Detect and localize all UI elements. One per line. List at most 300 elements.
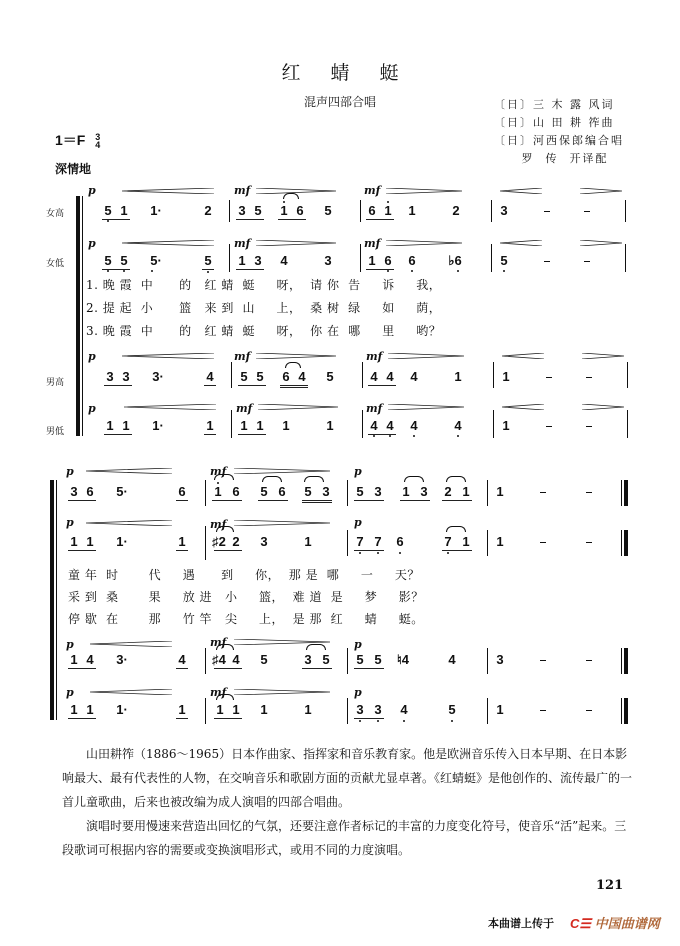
note: 1: [454, 369, 462, 384]
tie: [216, 694, 234, 700]
low-octave-dot: [359, 552, 361, 554]
sustain-dash: [540, 710, 546, 711]
page-number: 121: [596, 878, 624, 893]
note: 6: [296, 203, 304, 218]
sustain-dash: [540, 542, 546, 543]
note: 3: [260, 534, 268, 549]
note: 1: [496, 534, 504, 549]
note: 3: [122, 369, 130, 384]
system-brace: [76, 196, 83, 436]
low-octave-dot: [377, 552, 379, 554]
note: 1: [120, 203, 128, 218]
underline-eighth: [104, 434, 132, 435]
slur: [304, 476, 324, 482]
note: 7: [356, 534, 364, 549]
note: 4: [410, 369, 418, 384]
lyric-verse-1: [86, 276, 441, 293]
dynamic-p: p: [354, 465, 362, 478]
low-octave-dot: [207, 271, 209, 273]
crescendo-hairpin: [122, 188, 214, 194]
sustain-dash: [586, 660, 592, 661]
low-octave-dot: [377, 720, 379, 722]
crescendo-hairpin: [122, 240, 214, 246]
underline-eighth: [214, 668, 242, 669]
sustain-dash: [586, 426, 592, 427]
lyric-text: 采 到 桑 果 放 进 小 篮， 难 道 是 梦 影？: [68, 590, 424, 604]
dynamic-mf: mf: [210, 518, 227, 531]
note: 1: [496, 484, 504, 499]
decrescendo-hairpin: [258, 404, 338, 410]
dynamic-p: p: [66, 686, 74, 699]
barline: [205, 526, 206, 560]
slur: [446, 476, 466, 482]
note: 3·: [116, 652, 128, 667]
dynamic-p: p: [88, 184, 96, 197]
underline-eighth: [258, 500, 288, 501]
note: 5: [500, 253, 508, 268]
barline: [627, 362, 628, 388]
sustain-dash: [544, 211, 550, 212]
underline-eighth: [202, 269, 214, 270]
final-barline-thin: [621, 530, 622, 556]
part-label-tenor: 男高: [46, 378, 65, 388]
commentary-paragraph-2: 演唱时要用慢速来营造出回忆的气氛，还要注意作者标记的丰富的力度变化符号，使音乐“活”起来。三段歌词可根据内容的需要或变换演唱形式，或用不同的力度演唱。: [62, 819, 627, 857]
underline-eighth: [214, 718, 242, 719]
dynamic-p: p: [354, 516, 362, 529]
note: 6: [232, 484, 240, 499]
note: 3: [322, 484, 330, 499]
underline-eighth: [68, 668, 96, 669]
dynamic-p: p: [66, 516, 74, 529]
underline-eighth: [176, 668, 188, 669]
barline: [487, 480, 488, 506]
note: 6: [396, 534, 404, 549]
tie: [216, 526, 234, 532]
barline: [625, 244, 626, 272]
crescendo-hairpin: [124, 404, 216, 410]
note: 5: [256, 369, 264, 384]
note: 1: [86, 534, 94, 549]
note: 5: [104, 253, 112, 268]
crescendo-hairpin: [502, 404, 544, 410]
underline-eighth: [368, 385, 396, 386]
underline-eighth: [442, 500, 472, 501]
note: 6: [278, 484, 286, 499]
lyric-text: 1. 晚 霞 中 的 红 蜻 蜓 呀， 请 你 告 诉 我，: [86, 278, 442, 292]
sustain-dash: [546, 377, 552, 378]
barline: [231, 410, 232, 438]
note: 1: [368, 253, 376, 268]
final-barline-thick: [624, 480, 628, 506]
slur: [262, 476, 282, 482]
note: 1·: [116, 534, 128, 549]
low-octave-dot: [457, 435, 459, 437]
time-sig-bottom: 4: [95, 140, 101, 151]
note: 5·: [150, 253, 162, 268]
barline: [627, 410, 628, 438]
note: 1: [70, 702, 78, 717]
underline-eighth: [68, 500, 96, 501]
note: 4: [280, 253, 288, 268]
decrescendo-hairpin: [234, 520, 330, 526]
dynamic-p: p: [354, 686, 362, 699]
note: 1: [496, 702, 504, 717]
sustain-dash: [540, 660, 546, 661]
underline-eighth: [176, 718, 188, 719]
underline-eighth: [204, 434, 216, 435]
low-octave-dot: [399, 552, 401, 554]
slur: [283, 193, 299, 199]
underline-sixteenth: [302, 502, 332, 503]
lyric-verse-1: [68, 566, 420, 583]
decrescendo-hairpin: [256, 353, 336, 359]
crescendo-hairpin: [86, 520, 172, 526]
note: 1: [178, 534, 186, 549]
barline: [205, 480, 206, 506]
high-octave-dot: [387, 201, 389, 203]
slur: [214, 474, 234, 480]
low-octave-dot: [411, 270, 413, 272]
underline-eighth: [214, 550, 242, 551]
logo-mark-icon: C☰: [570, 916, 592, 931]
decrescendo-hairpin: [388, 404, 464, 410]
note: 3: [238, 203, 246, 218]
low-octave-dot: [123, 270, 125, 272]
song-subtitle: 混声四部合唱: [303, 95, 376, 109]
note: 4: [454, 418, 462, 433]
note: 1: [402, 484, 410, 499]
dynamic-p: p: [88, 350, 96, 363]
underline-sixteenth: [280, 385, 308, 386]
note: 7: [374, 534, 382, 549]
barline: [360, 200, 361, 222]
note: 3: [374, 484, 382, 499]
note: 4: [370, 418, 378, 433]
note: 3: [500, 203, 508, 218]
note: ♮4: [397, 652, 409, 667]
note: 4: [86, 652, 94, 667]
note: 1: [86, 702, 94, 717]
underline-sixteenth: [400, 500, 430, 501]
note: 1·: [152, 418, 164, 433]
high-octave-dot: [217, 482, 219, 484]
underline-sixteenth: [280, 387, 308, 388]
crescendo-hairpin: [500, 240, 542, 246]
barline: [347, 530, 348, 556]
note: 5: [374, 652, 382, 667]
dynamic-p: p: [66, 638, 74, 651]
low-octave-dot: [373, 435, 375, 437]
barline: [360, 244, 361, 272]
lyric-text: 3. 晚 霞 中 的 红 蜻 蜓 呀， 你 在 哪 里 哟？: [86, 324, 442, 338]
note: 1: [502, 418, 510, 433]
dynamic-mf: mf: [210, 686, 227, 699]
low-octave-dot: [457, 270, 459, 272]
sustain-dash: [586, 377, 592, 378]
underline-eighth: [68, 550, 96, 551]
site-logo[interactable]: [570, 913, 660, 932]
barline: [231, 362, 232, 388]
sustain-dash: [544, 261, 550, 262]
note: 1: [260, 702, 268, 717]
barline: [362, 362, 363, 388]
low-octave-dot: [107, 220, 109, 222]
underline-eighth: [176, 550, 188, 551]
song-title: 红蜻蜓: [281, 62, 429, 84]
note: 5: [448, 702, 456, 717]
note: 1: [384, 203, 392, 218]
dynamic-p: p: [66, 465, 74, 478]
slur: [306, 644, 326, 650]
note: 4: [370, 369, 378, 384]
underline-sixteenth: [302, 500, 332, 501]
key-signature: [55, 130, 100, 150]
underline-eighth: [68, 718, 96, 719]
note: 4: [178, 652, 186, 667]
barline: [487, 698, 488, 724]
barline: [491, 244, 492, 272]
underline-sixteenth: [354, 500, 384, 501]
time-sig-top: 3: [95, 132, 101, 143]
sustain-dash: [586, 542, 592, 543]
note: 4: [410, 418, 418, 433]
crescendo-hairpin: [90, 689, 172, 695]
note: 3: [106, 369, 114, 384]
commentary-paragraph-1: 山田耕筰（1886～1965）日本作曲家、指挥家和音乐教育家。他是欧洲音乐传入日本早期、在日本影响最大、最有代表性的人物，在交响音乐和歌剧方面的贡献尤显卓著。《红蜻蜓》是他创作的、流传最广的一首儿童歌曲，后来也被改编为成人演唱的四部合唱曲。: [62, 747, 633, 809]
note: 5: [260, 652, 268, 667]
underline-eighth: [354, 718, 384, 719]
part-label-bass: 男低: [46, 427, 65, 437]
high-octave-dot: [283, 201, 285, 203]
note: 1: [122, 418, 130, 433]
note: 3: [324, 253, 332, 268]
note: 3: [70, 484, 78, 499]
barline: [362, 410, 363, 438]
note: ♭6: [448, 253, 462, 268]
time-signature: [95, 133, 100, 149]
dynamic-mf: mf: [210, 636, 227, 649]
note: 1: [304, 702, 312, 717]
note: 6: [408, 253, 416, 268]
final-barline-thick: [624, 530, 628, 556]
logo-text-dark: 中国: [594, 916, 621, 931]
note: 3: [374, 702, 382, 717]
note: 1: [206, 418, 214, 433]
note: 3: [496, 652, 504, 667]
underline-eighth: [354, 550, 384, 551]
note: 5: [322, 652, 330, 667]
note: 1: [462, 534, 470, 549]
note: 1·: [150, 203, 162, 218]
barline: [347, 698, 348, 724]
final-barline-thin: [621, 480, 622, 506]
decrescendo-hairpin: [386, 240, 462, 246]
barline: [205, 698, 206, 724]
note: 4: [298, 369, 306, 384]
lyric-verse-3: [86, 322, 441, 339]
note: 1: [178, 702, 186, 717]
low-octave-dot: [403, 720, 405, 722]
note: 2: [204, 203, 212, 218]
note: 4: [386, 418, 394, 433]
lyric-text: 2. 提 起 小 篮 来 到 山 上， 桑 树 绿 如 荫，: [86, 301, 442, 315]
slur: [285, 362, 301, 368]
dynamic-mf: mf: [236, 402, 253, 415]
barline: [491, 200, 492, 222]
note: 3: [420, 484, 428, 499]
dynamic-mf: mf: [366, 402, 383, 415]
dynamic-p: p: [354, 638, 362, 651]
note: 5: [324, 203, 332, 218]
decrescendo-hairpin: [256, 240, 336, 246]
decrescendo-hairpin: [388, 353, 464, 359]
note: 2: [232, 534, 240, 549]
low-octave-dot: [447, 552, 449, 554]
crescendo-hairpin: [90, 641, 172, 647]
note: 5: [204, 253, 212, 268]
note: 1: [70, 652, 78, 667]
slur: [404, 476, 424, 482]
decrescendo-hairpin: [234, 468, 330, 474]
dynamic-mf: mf: [234, 237, 251, 250]
note: 1: [256, 418, 264, 433]
crescendo-hairpin: [122, 353, 214, 359]
underline-eighth: [104, 385, 132, 386]
underline-eighth: [238, 385, 266, 386]
low-octave-dot: [151, 270, 153, 272]
note: 1: [326, 418, 334, 433]
note: 2: [452, 203, 460, 218]
decrescendo-hairpin: [582, 404, 624, 410]
final-barline-thin: [621, 698, 622, 724]
note: 5: [104, 203, 112, 218]
barline: [493, 362, 494, 388]
note: 4: [400, 702, 408, 717]
note: 3·: [152, 369, 164, 384]
note: 5: [120, 253, 128, 268]
tie: [216, 644, 234, 650]
underline-eighth: [366, 219, 394, 220]
sustain-dash: [540, 492, 546, 493]
underline-sixteenth: [212, 500, 242, 501]
note: 4: [232, 652, 240, 667]
lyric-text: 停 歇 在 那 竹 竿 尖 上， 是 那 红 蜻 蜓。: [68, 612, 424, 626]
underline-eighth: [366, 269, 394, 270]
underline-eighth: [302, 668, 332, 669]
note: 1: [462, 484, 470, 499]
low-octave-dot: [387, 270, 389, 272]
note: ♯2: [212, 534, 226, 549]
dynamic-p: p: [88, 402, 96, 415]
lyric-verse-3: [68, 610, 424, 627]
note: 6: [368, 203, 376, 218]
note: 7: [444, 534, 452, 549]
lyric-verse-2: [68, 588, 424, 605]
note: 5: [254, 203, 262, 218]
note: 1·: [116, 702, 128, 717]
upload-notice: 本曲谱上传于: [488, 918, 554, 930]
dynamic-mf: mf: [366, 350, 383, 363]
note: 3: [304, 652, 312, 667]
note: 3: [254, 253, 262, 268]
dynamic-mf: mf: [234, 184, 251, 197]
underline-eighth: [278, 219, 306, 220]
note: 1: [280, 203, 288, 218]
credit-lyricist: 〔日〕三 木 露 风词: [494, 98, 615, 111]
lyric-text: 童 年 时 代 遇 到 你， 那 是 哪 一 天？: [68, 568, 420, 582]
barline: [625, 200, 626, 222]
underline-eighth: [204, 385, 216, 386]
low-octave-dot: [359, 720, 361, 722]
system-brace: [50, 480, 57, 720]
note: 4: [448, 652, 456, 667]
underline-eighth: [102, 219, 130, 220]
barline: [487, 648, 488, 674]
note: ♯4: [212, 652, 226, 667]
decrescendo-hairpin: [234, 689, 330, 695]
part-label-soprano: 女高: [46, 209, 65, 219]
low-octave-dot: [413, 435, 415, 437]
note: 1: [216, 702, 224, 717]
key-label: 1＝F: [55, 132, 86, 148]
note: 2: [444, 484, 452, 499]
dynamic-mf: mf: [364, 237, 381, 250]
sustain-dash: [586, 492, 592, 493]
dynamic-mf: mf: [364, 184, 381, 197]
tempo-marking: 深情地: [55, 162, 92, 176]
underline-eighth: [236, 219, 264, 220]
note: 4: [386, 369, 394, 384]
note: 4: [206, 369, 214, 384]
note: 1: [232, 702, 240, 717]
dynamic-mf: mf: [234, 350, 251, 363]
sustain-dash: [584, 261, 590, 262]
decrescendo-hairpin: [580, 188, 622, 194]
credit-arranger: 〔日〕河西保郎编合唱: [494, 134, 624, 147]
note: 1: [106, 418, 114, 433]
note: 1: [214, 484, 222, 499]
slur: [446, 526, 466, 532]
barline: [347, 648, 348, 674]
underline-eighth: [176, 500, 188, 501]
underline-eighth: [102, 269, 130, 270]
logo-text-color: 曲谱网: [620, 916, 660, 931]
decrescendo-hairpin: [386, 188, 462, 194]
note: 5·: [116, 484, 128, 499]
crescendo-hairpin: [500, 188, 542, 194]
dynamic-mf: mf: [210, 465, 227, 478]
decrescendo-hairpin: [580, 240, 622, 246]
barline: [487, 530, 488, 556]
underline-eighth: [238, 434, 266, 435]
underline-eighth: [236, 269, 264, 270]
note: 1: [304, 534, 312, 549]
note: 6: [178, 484, 186, 499]
note: 5: [240, 369, 248, 384]
underline-eighth: [354, 668, 384, 669]
final-barline-thick: [624, 648, 628, 674]
low-octave-dot: [389, 435, 391, 437]
barline: [205, 648, 206, 674]
underline-eighth: [442, 550, 472, 551]
sustain-dash: [546, 426, 552, 427]
dynamic-p: p: [88, 237, 96, 250]
note: 5: [260, 484, 268, 499]
note: 6: [282, 369, 290, 384]
credit-translator: 罗 传 开译配: [494, 152, 609, 165]
lyric-verse-2: [86, 299, 441, 316]
note: 1: [502, 369, 510, 384]
